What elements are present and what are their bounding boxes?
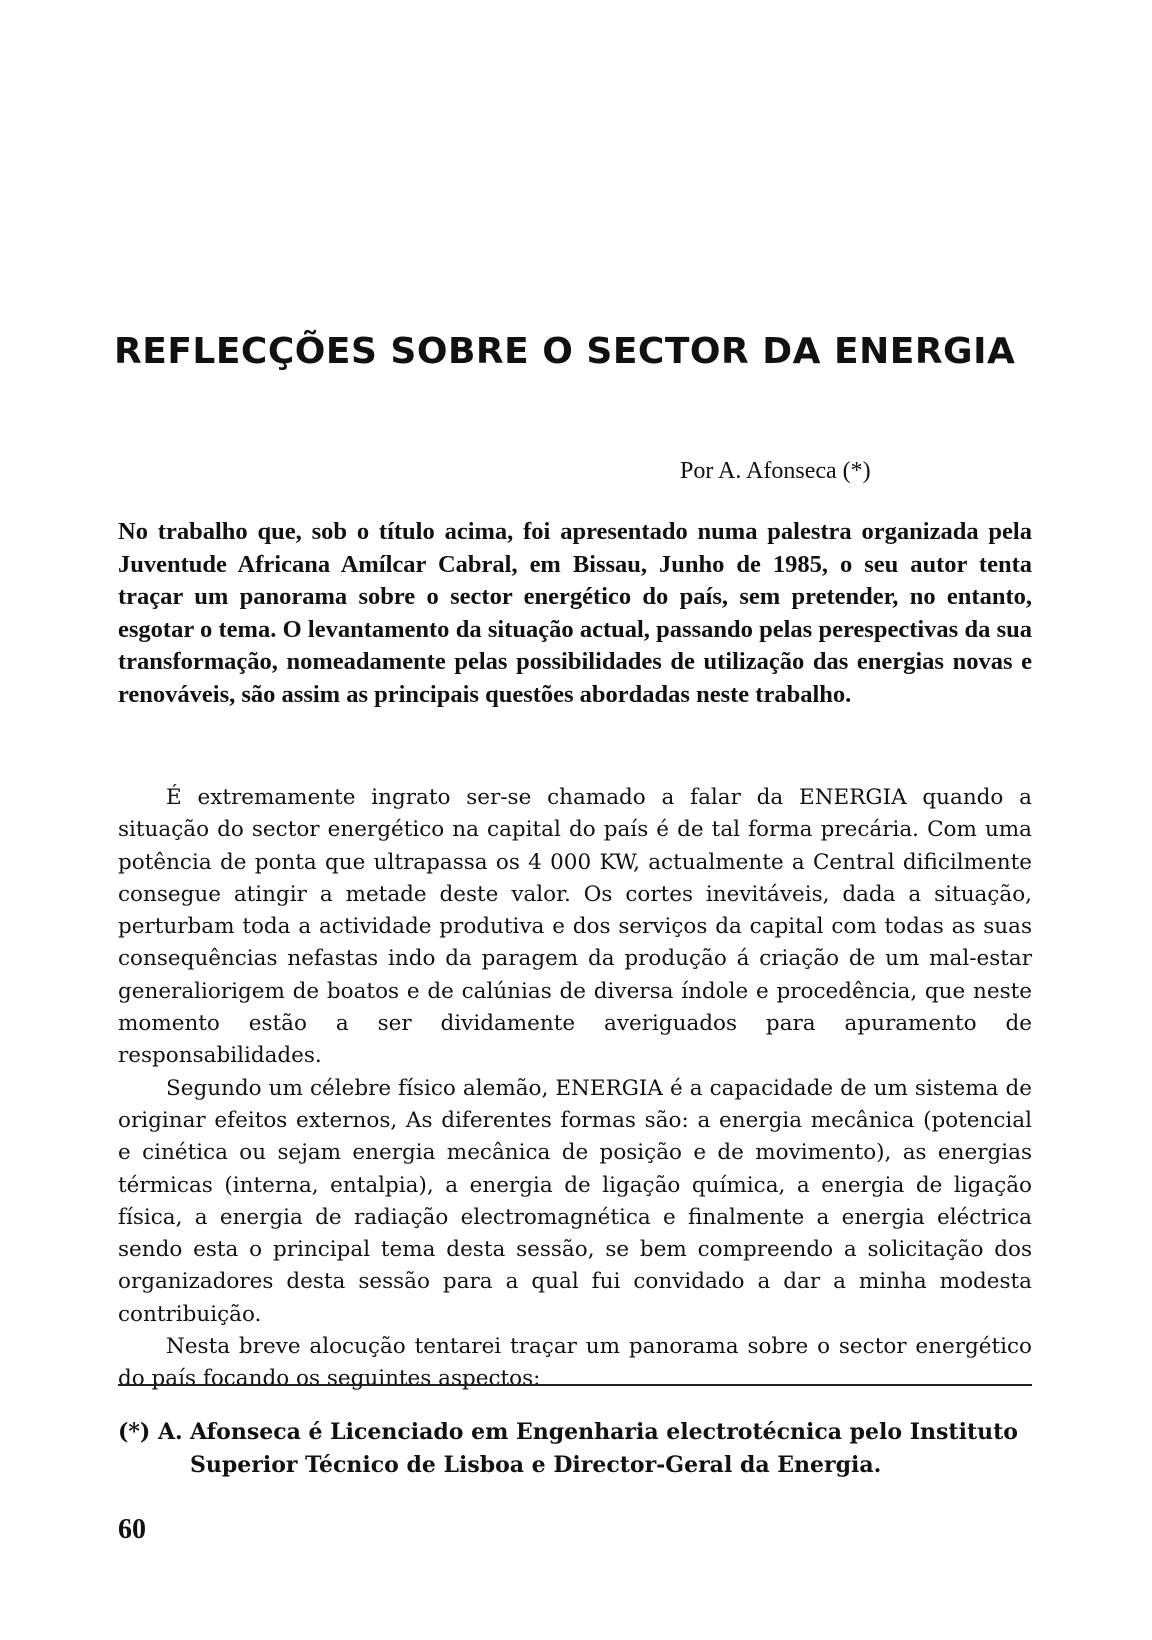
- footnote-line-2: Superior Técnico de Lisboa e Director-Geral da Energia.: [190, 1452, 882, 1478]
- body-paragraph-3: Nesta breve alocução tentarei traçar um panorama sobre o sector energético do país focando os seguintes aspectos:: [118, 1334, 1032, 1392]
- author-byline: Por A. Afonseca (*): [680, 458, 871, 484]
- body-paragraph-2: Segundo um célebre físico alemão, ENERGIA é a capacidade de um sistema de originar efeitos externos, As diferentes formas são: a energia mecânica (potencial e cinética ou sejam energia mecânica de posição e de movimento), as energias térmicas (interna, entalpia), a energia de ligação química, a energia de ligação física, a energia de radiação electromagnética e finalmente a energia eléctrica sendo esta o principal tema desta sessão, se bem compreendo a solicitação dos organizadores desta sessão para a qual fui convidado a dar a minha modesta contribuição.: [118, 1075, 1032, 1327]
- footnote-text-1: Afonseca é Licenciado em Engenharia electrotécnica pelo Instituto: [190, 1419, 1018, 1445]
- author-footnote: [118, 1416, 1032, 1482]
- article-abstract: No trabalho que, sob o título acima, foi apresentado numa palestra organizada pela Juventude Africana Amílcar Cabral, em Bissau, Junho de 1985, o seu autor tenta traçar um panorama sobre o sector energético do país, sem pretender, no entanto, esgotar o tema. O levantamento da situação actual, passando pelas perespectivas da sua transformação, nomeadamente pelas possibilidades de utilização das energias novas e renováveis, são assim as principais questões abordadas neste trabalho.: [118, 518, 1032, 708]
- article-body: [118, 782, 1032, 1396]
- article-title: REFLECÇÕES SOBRE O SECTOR DA ENERGIA: [114, 331, 1016, 372]
- page-number: 60: [118, 1514, 146, 1545]
- footnote-mark: (*) A.: [118, 1419, 183, 1445]
- body-paragraph-1: É extremamente ingrato ser-se chamado a falar da ENERGIA quando a situação do sector energético na capital do país é de tal forma precária. Com uma potência de ponta que ultrapassa os 4 000 KW, actualmente a Central dificilmente consegue atingir a metade deste valor. Os cortes inevitáveis, dada a situação, perturbam toda a actividade produtiva e dos serviços da capital com todas as suas consequências nefastas indo da paragem da produção á criação de um mal-estar generaliorigem de boatos e de calúnias de diversa índole e procedência, que neste momento estão a ser dividamente averiguados para apuramento de responsabilidades.: [118, 785, 1032, 1069]
- footnote-divider: [118, 1384, 1032, 1386]
- footnote-line-1: [118, 1416, 1032, 1449]
